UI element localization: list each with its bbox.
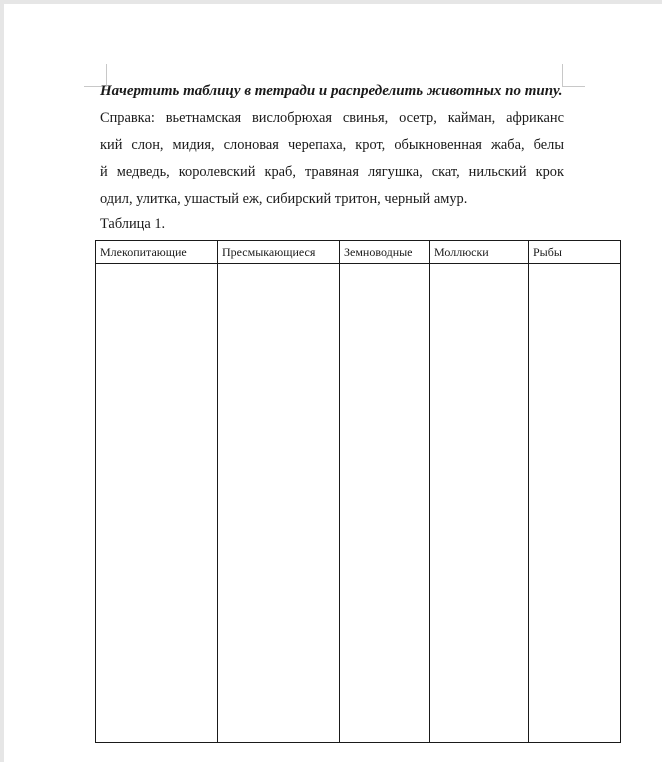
table-cell-mollusks[interactable] bbox=[430, 264, 529, 743]
column-header-mammals[interactable]: Млекопитающие bbox=[96, 241, 218, 264]
column-header-amphibians[interactable]: Земноводные bbox=[340, 241, 430, 264]
table-cell-mammals[interactable] bbox=[96, 264, 218, 743]
table-cell-reptiles[interactable] bbox=[218, 264, 340, 743]
task-heading[interactable]: Начертить таблицу в тетради и распределить животных по типу. bbox=[100, 83, 563, 99]
table-row bbox=[96, 264, 621, 743]
reference-line-4[interactable]: одил, улитка, ушастый еж, сибирский тритон, черный амур. bbox=[100, 191, 468, 207]
document-content bbox=[100, 82, 564, 235]
reference-line-1[interactable]: Справка: вьетнамская вислобрюхая свинья, осетр, кайман, африканс bbox=[100, 110, 564, 126]
reference-line-2[interactable]: кий слон, мидия, слоновая черепаха, крот, обыкновенная жаба, белы bbox=[100, 137, 564, 153]
margin-corner-top-right bbox=[562, 64, 585, 87]
table-cell-amphibians[interactable] bbox=[340, 264, 430, 743]
animal-classification-table bbox=[95, 240, 621, 743]
column-header-fish[interactable]: Рыбы bbox=[529, 241, 621, 264]
reference-text bbox=[100, 105, 564, 213]
reference-line-3[interactable]: й медведь, королевский краб, травяная лягушка, скат, нильский крок bbox=[100, 164, 564, 180]
column-header-mollusks[interactable]: Моллюски bbox=[430, 241, 529, 264]
column-header-reptiles[interactable]: Пресмыкающиеся bbox=[218, 241, 340, 264]
table-cell-fish[interactable] bbox=[529, 264, 621, 743]
table-header-row bbox=[96, 241, 621, 264]
table-caption[interactable]: Таблица 1. bbox=[100, 216, 166, 232]
